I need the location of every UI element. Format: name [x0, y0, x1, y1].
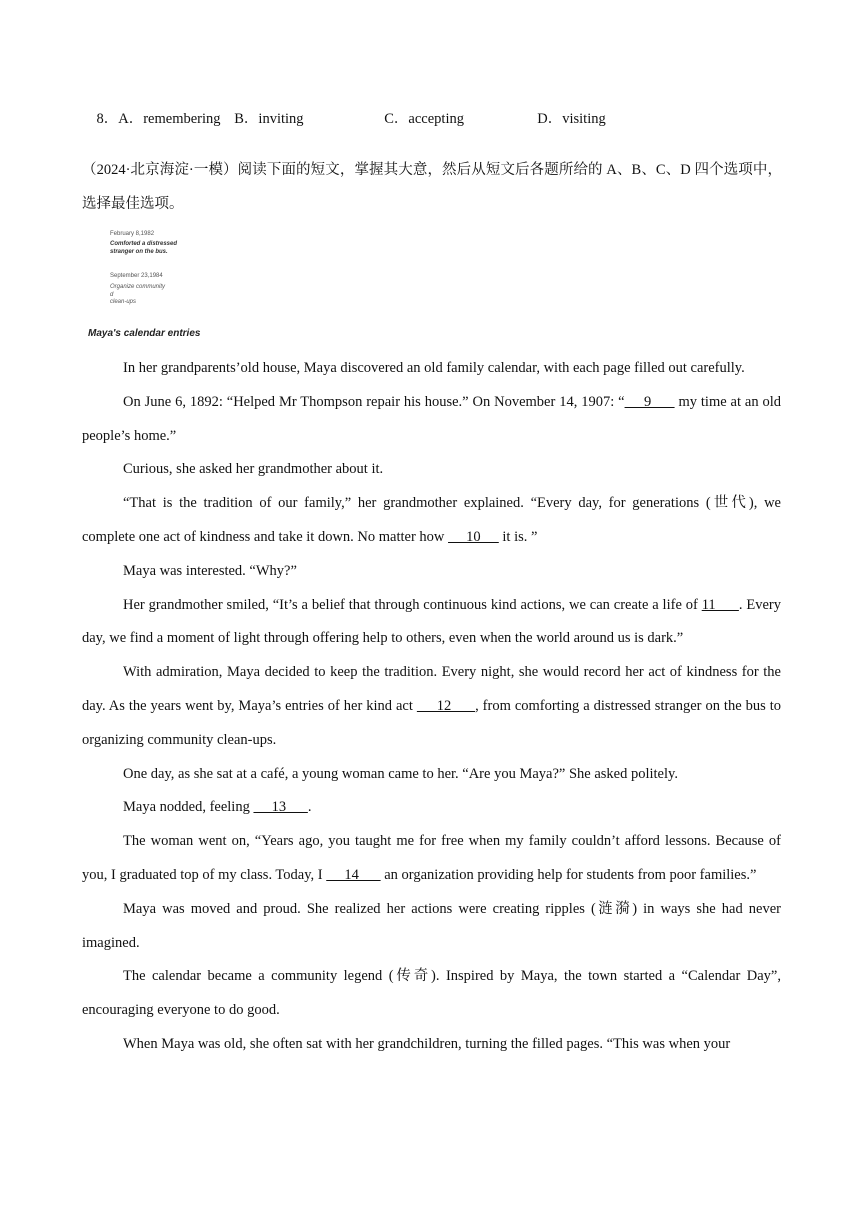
text: . [307, 799, 312, 816]
paragraph [82, 825, 781, 893]
blank-14: 14 [326, 866, 381, 883]
calendar-entry1-text: Comforted a distressed [110, 241, 178, 247]
paragraph: Maya was interested. “Why?” [123, 562, 297, 579]
question-8-options [82, 90, 606, 145]
paragraph [82, 656, 781, 757]
paragraph [82, 487, 781, 555]
paragraph: When Maya was old, she often sat with her grandchildren, turning the filled pages. “This was when your [123, 1035, 731, 1052]
image-caption: Maya's calendar entries [88, 328, 201, 339]
paragraph: The calendar became a community legend (传奇). Inspired by Maya, the town started a “Calendar Day”, encouraging everyone to do good. [82, 968, 781, 1019]
option-d: D．visiting [537, 111, 606, 127]
text: On June 6, 1892: “Helped Mr Thompson repair his house.” On November 14, 1907: “ [123, 393, 625, 410]
calendar-entry2-text: Organize community [110, 284, 166, 290]
text: “That is the tradition of our family,” her grandmother explained. “Every day, for generations (世代), we complete one act of kindness and take it down. No matter how [82, 495, 781, 545]
text: . Every day, we find a moment of light through offering help to others, even when the world around us is dark.” [82, 596, 781, 647]
text: it is. ” [498, 528, 538, 545]
text: an organization providing help for students from poor families.” [380, 866, 757, 883]
blank-9: 9 [624, 393, 675, 410]
calendar-entry2-date: September 23,1984 [110, 273, 163, 279]
calendar-entry2-text-3: clean-ups [110, 299, 137, 305]
text: The woman went on, “Years ago, you taught me for free when my family couldn’t afford lessons. Because of you, I graduated top of my class. Today, I [82, 833, 781, 883]
calendar-image [108, 228, 198, 320]
paragraph: One day, as she sat at a café, a young woman came to her. “Are you Maya?” She asked politely. [123, 765, 678, 782]
question-number: 8． [96, 111, 119, 127]
paragraph [82, 589, 781, 657]
text: , from comforting a distressed stranger on the bus to organizing community clean-ups. [82, 697, 782, 748]
paragraph [82, 386, 781, 454]
text: With admiration, Maya decided to keep the tradition. Every night, she would record her act of kindness for the day. As the years went by, Maya’s entries of her kind act [82, 664, 781, 714]
paragraph: In her grandparents’old house, Maya discovered an old family calendar, with each page filled out carefully. [123, 360, 745, 376]
paragraph: Curious, she asked her grandmother about it. [123, 461, 384, 478]
blank-12: 12 [416, 697, 476, 714]
calendar-entry1-date: February 8,1982 [110, 231, 155, 237]
passage-body [82, 352, 781, 1062]
option-a: A．remembering [118, 111, 221, 127]
paragraph: Maya was moved and proud. She realized her actions were creating ripples (涟漪) in ways she had never imagined. [82, 900, 781, 951]
blank-13: 13 [253, 799, 308, 816]
calendar-entry2-text-2: d [110, 292, 114, 298]
paragraph [82, 791, 781, 825]
calendar-entry1-text-2: stranger on the bus. [110, 249, 168, 255]
blank-10: 10 [448, 528, 499, 545]
text: Maya nodded, feeling [123, 799, 254, 816]
option-c: C．accepting [384, 111, 464, 127]
passage-instructions: （2024·北京海淀·一模）阅读下面的短文，掌握其大意，然后从短文后各题所给的 A、B、C、D 四个选项中，选择最佳选项。 [82, 162, 782, 212]
option-b: B．inviting [234, 111, 304, 127]
text: my time at an old people’s home.” [82, 393, 781, 444]
blank-11: 11 [701, 596, 739, 613]
text: Her grandmother smiled, “It’s a belief that through continuous kind actions, we can create a life of [123, 596, 702, 613]
